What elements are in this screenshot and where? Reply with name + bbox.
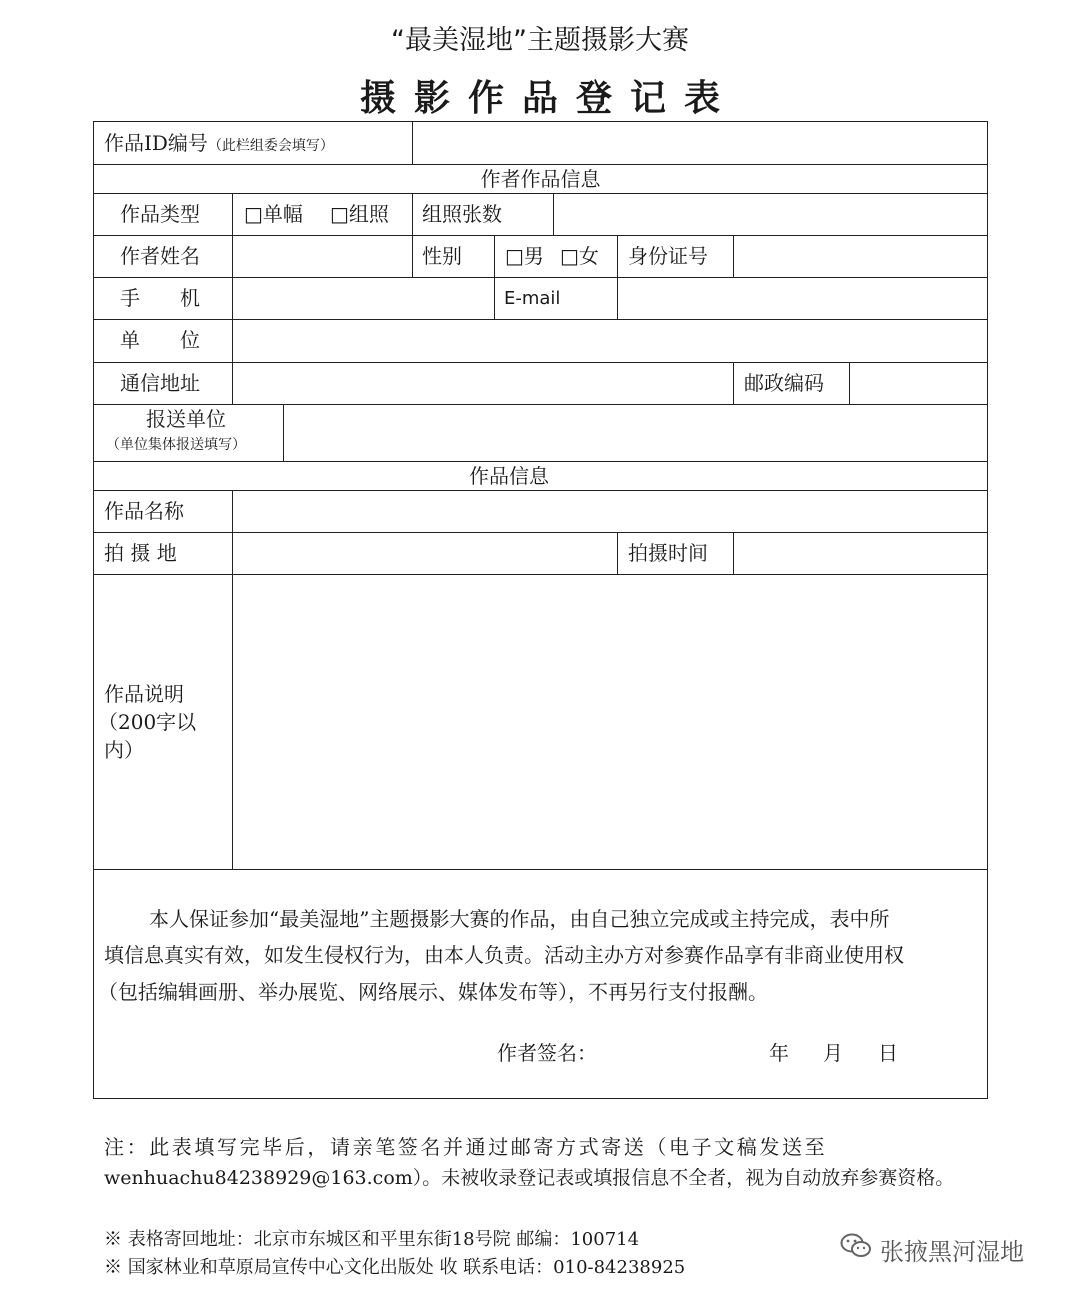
id-card-field[interactable] xyxy=(735,236,987,277)
group-count-field[interactable] xyxy=(555,194,987,235)
address-field[interactable] xyxy=(234,363,733,404)
date-year-label: 年 xyxy=(769,1041,789,1065)
id-card-label: 身份证号 xyxy=(628,244,708,268)
work-id-label: 作品ID编号 xyxy=(104,131,208,155)
work-id-note: （此栏组委会填写） xyxy=(207,138,334,154)
unit-label: 单 位 xyxy=(120,328,200,352)
shoot-time-label: 拍摄时间 xyxy=(628,541,708,565)
postcode-label: 邮政编码 xyxy=(744,371,824,395)
signature-field[interactable] xyxy=(599,1032,759,1068)
date-month-label: 月 xyxy=(823,1041,843,1065)
col-divider xyxy=(412,235,413,277)
col-divider xyxy=(232,193,233,404)
submit-unit-note: （单位集体报送填写） xyxy=(106,437,246,453)
col-divider xyxy=(412,122,413,164)
watermark xyxy=(840,1228,1050,1268)
submit-unit-label: 报送单位 xyxy=(146,407,226,431)
mailing-address-note: ※ 表格寄回地址：北京市东城区和平里东街18号院 邮编：100714 xyxy=(104,1229,640,1250)
description-label-line3: 内） xyxy=(104,738,144,762)
phone-label: 手 机 xyxy=(120,286,200,310)
work-id-field[interactable] xyxy=(414,122,987,164)
date-day-label: 日 xyxy=(878,1041,898,1065)
watermark-text: 张掖黑河湿地 xyxy=(880,1238,1024,1266)
row-divider xyxy=(94,461,987,462)
description-field[interactable] xyxy=(234,575,987,869)
col-divider xyxy=(733,532,734,574)
author-name-field[interactable] xyxy=(234,236,412,277)
note-line-1: 注：此表填写完毕后，请亲笔签名并通过邮寄方式寄送（电子文稿发送至 xyxy=(104,1135,828,1159)
email-label: E-mail xyxy=(504,288,561,309)
section-work-info: 作品信息 xyxy=(469,464,549,488)
col-divider xyxy=(617,532,618,574)
description-label-line2: （200字以 xyxy=(98,710,197,734)
col-divider xyxy=(733,235,734,277)
col-divider xyxy=(733,362,734,404)
description-label-line1: 作品说明 xyxy=(104,682,184,706)
shoot-place-field[interactable] xyxy=(234,533,617,574)
postcode-field[interactable] xyxy=(851,363,987,404)
col-divider xyxy=(412,193,413,235)
wechat-icon xyxy=(840,1232,872,1260)
gender-label: 性别 xyxy=(422,244,462,268)
note-line-2: wenhuachu84238929@163.com）。未被收录登记表或填报信息不全者，视为自动放弃参赛资格。 xyxy=(104,1167,955,1189)
form-title: 摄影作品登记表 xyxy=(359,78,738,119)
email-field[interactable] xyxy=(619,278,987,319)
phone-field[interactable] xyxy=(234,278,494,319)
declaration-line-3: （包括编辑画册、举办展览、网络展示、媒体发布等），不再另行支付报酬。 xyxy=(98,980,768,1004)
row-divider xyxy=(94,164,987,165)
registration-form xyxy=(93,121,988,1099)
shoot-time-field[interactable] xyxy=(735,533,987,574)
author-name-label: 作者姓名 xyxy=(120,244,200,268)
col-divider xyxy=(553,193,554,235)
work-name-field[interactable] xyxy=(234,491,987,532)
group-count-label: 组照张数 xyxy=(422,202,502,226)
work-type-label: 作品类型 xyxy=(120,202,200,226)
col-divider xyxy=(232,490,233,869)
type-group-checkbox[interactable]: □组照 xyxy=(330,202,389,226)
col-divider xyxy=(283,404,284,461)
section-author-info: 作者作品信息 xyxy=(480,167,601,191)
col-divider xyxy=(617,235,618,319)
signature-label: 作者签名： xyxy=(497,1041,597,1065)
declaration-line-2: 填信息真实有效，如发生侵权行为，由本人负责。活动主办方对参赛作品享有非商业使用权 xyxy=(104,943,904,967)
type-single-checkbox[interactable]: □单幅 xyxy=(244,202,303,226)
address-label: 通信地址 xyxy=(120,371,200,395)
declaration-line-1: 本人保证参加“最美湿地”主题摄影大赛的作品，由自己独立完成或主持完成，表中所 xyxy=(149,907,890,931)
col-divider xyxy=(494,235,495,319)
shoot-place-label: 拍 摄 地 xyxy=(104,541,177,565)
contest-title: “最美湿地”主题摄影大赛 xyxy=(391,25,689,56)
unit-field[interactable] xyxy=(234,320,987,362)
submit-unit-field[interactable] xyxy=(285,405,987,461)
row-divider xyxy=(94,869,987,870)
work-name-label: 作品名称 xyxy=(104,499,184,523)
col-divider xyxy=(849,362,850,404)
gender-female-checkbox[interactable]: □女 xyxy=(560,244,599,268)
gender-male-checkbox[interactable]: □男 xyxy=(505,244,544,268)
recipient-contact-note: ※ 国家林业和草原局宣传中心文化出版处 收 联系电话：010-84238925 xyxy=(104,1257,686,1278)
